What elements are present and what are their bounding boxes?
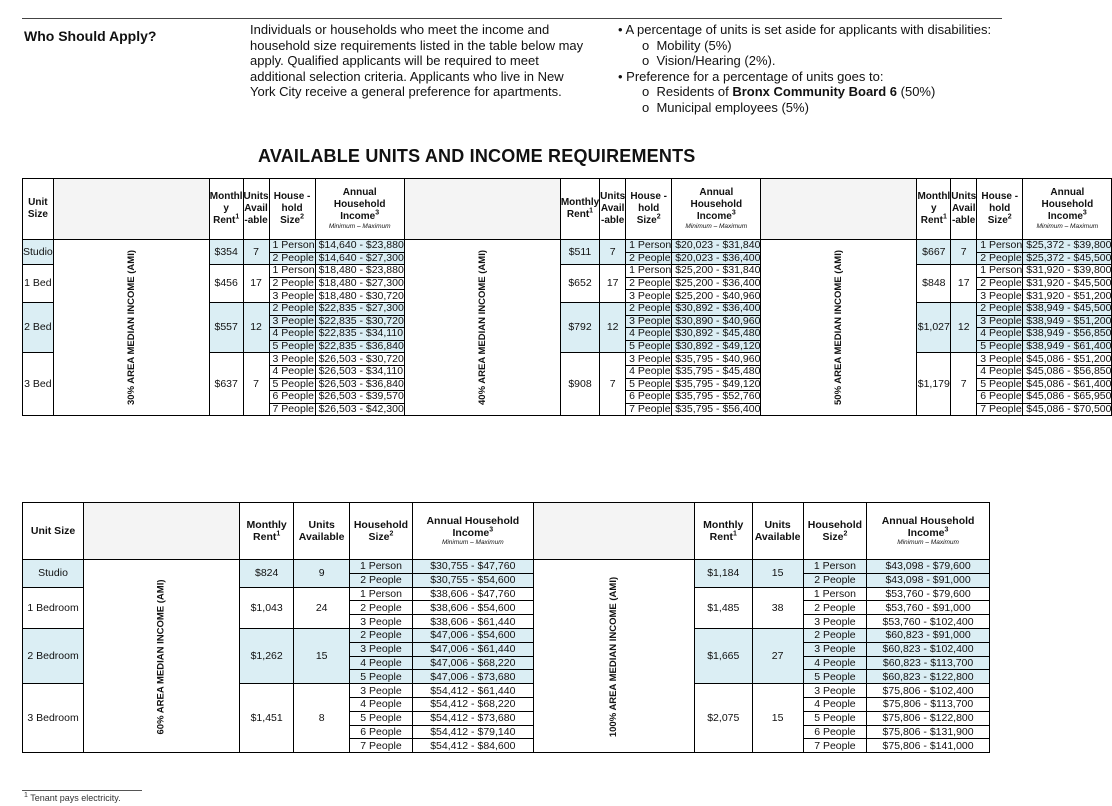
household-size-cell: 3 People [803,615,867,629]
units-available-cell: 17 [243,265,269,303]
household-size-cell: 3 People [269,353,315,366]
income-range-cell: $26,503 - $42,300 [315,403,404,416]
sub-bullet-community-board: o Residents of Bronx Community Board 6 (50%) [642,84,936,99]
household-size-cell: 3 People [626,315,672,328]
income-range-cell: $26,503 - $30,720 [315,353,404,366]
ami-label: 100% AREA MEDIAN INCOME (AMI) [607,576,619,737]
footnote: $^1$ Tenant pays electricity. [24,792,121,803]
units-available-cell: 27 [752,628,803,683]
household-size-cell: 4 People [803,656,867,670]
income-range-cell: $45,086 - $51,200 [1023,353,1112,366]
household-size-cell: 5 People [269,340,315,353]
household-size-cell: 2 People [626,252,672,265]
col-annual-income: Annual Household Income$^3$ Minimum – Maximum [867,503,990,560]
household-size-cell: 2 People [269,302,315,315]
ami-label: 40% AREA MEDIAN INCOME (AMI) [476,250,488,406]
income-range-cell: $38,949 - $56,850 [1023,328,1112,341]
household-size-cell: 2 People [803,573,867,587]
unit-size-cell: 3 Bedroom [23,684,84,753]
monthly-rent-cell: $456 [209,265,243,303]
ami-label-cell [53,240,209,416]
household-size-cell: 2 People [977,277,1023,290]
household-size-cell: 3 People [350,615,413,629]
income-range-cell: $43,098 - $79,600 [867,560,990,574]
income-range-cell: $53,760 - $79,600 [867,587,990,601]
income-range-cell: $38,949 - $61,400 [1023,340,1112,353]
household-size-cell: 1 Person [626,240,672,253]
monthly-rent-cell: $511 [560,240,599,265]
income-range-cell: $75,806 - $141,000 [867,739,990,753]
ami-label-cell [84,560,240,753]
income-range-cell: $60,823 - $102,400 [867,642,990,656]
col-ami-spacer [84,503,240,560]
household-size-cell: 7 People [350,739,413,753]
household-size-cell: 3 People [350,684,413,698]
income-range-cell: $35,795 - $45,480 [672,365,761,378]
income-range-cell: $18,480 - $27,300 [315,277,404,290]
household-size-cell: 7 People [977,403,1023,416]
sub-bullet-mobility: o Mobility (5%) [642,37,732,53]
household-size-cell: 2 People [269,252,315,265]
monthly-rent-cell: $1,665 [695,628,753,683]
col-units-available: Units Available [752,503,803,560]
who-should-apply-label: Who Should Apply? [24,28,157,44]
eligibility-bullets [618,22,998,115]
monthly-rent-cell: $557 [209,302,243,352]
income-range-cell: $75,806 - $122,800 [867,711,990,725]
household-size-cell: 4 People [803,697,867,711]
monthly-rent-cell: $354 [209,240,243,265]
ami-label: 50% AREA MEDIAN INCOME (AMI) [833,250,845,406]
household-size-cell: 4 People [626,365,672,378]
household-size-cell: 3 People [803,684,867,698]
units-available-cell: 7 [600,240,626,265]
household-size-cell: 7 People [269,403,315,416]
monthly-rent-cell: $1,262 [240,628,294,683]
unit-size-cell: Studio [23,560,84,588]
income-range-cell: $30,892 - $36,400 [672,302,761,315]
income-range-cell: $22,835 - $34,110 [315,328,404,341]
monthly-rent-cell: $2,075 [695,684,753,753]
col-monthly-rent: Monthly Rent$^1$ [695,503,753,560]
household-size-cell: 3 People [269,315,315,328]
units-available-cell: 7 [243,240,269,265]
col-household-size: Household Size$^2$ [803,503,867,560]
col-ami-spacer [533,503,694,560]
income-range-cell: $75,806 - $113,700 [867,697,990,711]
income-range-cell: $47,006 - $73,680 [412,670,533,684]
income-range-cell: $38,606 - $54,600 [412,601,533,615]
household-size-cell: 4 People [977,365,1023,378]
household-size-cell: 5 People [803,670,867,684]
household-size-cell: 6 People [803,725,867,739]
intro-text: Individuals or households who meet the income and household size requirements listed in the table below may apply. Qualified applicants will be required to meet additional selection criteria. Applicants who live in New York City receive a general preference for apartments. [250,22,584,99]
income-range-cell: $22,835 - $30,720 [315,315,404,328]
income-range-cell: $31,920 - $51,200 [1023,290,1112,303]
ami-label: 60% AREA MEDIAN INCOME (AMI) [155,579,167,735]
household-size-cell: 1 Person [626,265,672,278]
income-range-cell: $53,760 - $91,000 [867,601,990,615]
units-available-cell: 7 [243,353,269,416]
sub-bullet-municipal: o Municipal employees (5%) [642,99,809,115]
units-available-cell: 7 [951,353,977,416]
table-row [23,240,1112,253]
monthly-rent-cell: $1,027 [917,302,951,352]
page-heading: AVAILABLE UNITS AND INCOME REQUIREMENTS [258,146,696,166]
col-monthly-rent: Monthl y Rent$^1$ [209,179,243,240]
col-ami-spacer [404,179,560,240]
household-size-cell: 5 People [626,340,672,353]
income-range-cell: $30,892 - $45,480 [672,328,761,341]
income-range-cell: $54,412 - $68,220 [412,697,533,711]
monthly-rent-cell: $1,485 [695,587,753,628]
monthly-rent-cell: $1,179 [917,353,951,416]
income-range-cell: $54,412 - $73,680 [412,711,533,725]
table-header-row [23,503,990,560]
income-table-low-ami [22,178,1112,416]
units-available-cell: 7 [951,240,977,265]
income-range-cell: $25,200 - $36,400 [672,277,761,290]
household-size-cell: 5 People [977,378,1023,391]
sub-bullet-vision: o Vision/Hearing (2%). [642,53,776,68]
col-annual-income: Annual Household Income$^3$ Minimum – Maximum [412,503,533,560]
income-range-cell: $45,086 - $61,400 [1023,378,1112,391]
unit-size-cell: 3 Bed [23,353,54,416]
income-range-cell: $31,920 - $45,500 [1023,277,1112,290]
income-range-cell: $38,606 - $47,760 [412,587,533,601]
col-household-size: House -hold Size$^2$ [626,179,672,240]
household-size-cell: 5 People [977,340,1023,353]
household-size-cell: 2 People [626,302,672,315]
col-ami-spacer [761,179,917,240]
units-available-cell: 12 [951,302,977,352]
income-range-cell: $60,823 - $113,700 [867,656,990,670]
income-range-cell: $25,200 - $40,960 [672,290,761,303]
col-ami-spacer [53,179,209,240]
income-range-cell: $26,503 - $39,570 [315,391,404,404]
col-unit-size: Unit Size [23,503,84,560]
units-available-cell: 15 [294,628,350,683]
income-range-cell: $26,503 - $36,840 [315,378,404,391]
household-size-cell: 2 People [803,628,867,642]
household-size-cell: 4 People [350,656,413,670]
income-range-cell: $25,372 - $45,500 [1023,252,1112,265]
monthly-rent-cell: $1,184 [695,560,753,588]
household-size-cell: 2 People [350,601,413,615]
income-range-cell: $47,006 - $61,440 [412,642,533,656]
income-range-cell: $38,949 - $51,200 [1023,315,1112,328]
income-range-cell: $35,795 - $49,120 [672,378,761,391]
income-range-cell: $31,920 - $39,800 [1023,265,1112,278]
income-range-cell: $54,412 - $84,600 [412,739,533,753]
income-range-cell: $14,640 - $23,880 [315,240,404,253]
income-range-cell: $45,086 - $65,950 [1023,391,1112,404]
household-size-cell: 4 People [350,697,413,711]
monthly-rent-cell: $792 [560,302,599,352]
income-range-cell: $30,755 - $54,600 [412,573,533,587]
monthly-rent-cell: $637 [209,353,243,416]
household-size-cell: 4 People [269,365,315,378]
col-unit-size: Unit Size [23,179,54,240]
units-available-cell: 17 [600,265,626,303]
household-size-cell: 7 People [626,403,672,416]
household-size-cell: 6 People [350,725,413,739]
income-range-cell: $35,795 - $40,960 [672,353,761,366]
income-range-cell: $47,006 - $68,220 [412,656,533,670]
income-range-cell: $47,006 - $54,600 [412,628,533,642]
household-size-cell: 4 People [977,328,1023,341]
monthly-rent-cell: $824 [240,560,294,588]
unit-size-cell: 1 Bedroom [23,587,84,628]
household-size-cell: 2 People [977,302,1023,315]
income-range-cell: $35,795 - $56,400 [672,403,761,416]
household-size-cell: 4 People [626,328,672,341]
col-units-available: Units Avail -able [243,179,269,240]
col-monthly-rent: Monthly Rent$^1$ [560,179,599,240]
ami-label: 30% AREA MEDIAN INCOME (AMI) [125,250,137,406]
col-household-size: Household Size$^2$ [350,503,413,560]
income-range-cell: $18,480 - $23,880 [315,265,404,278]
col-annual-income: Annual Household Income$^3$ Minimum – Maximum [1023,179,1112,240]
income-range-cell: $38,606 - $61,440 [412,615,533,629]
col-monthly-rent: Monthl y Rent$^1$ [917,179,951,240]
household-size-cell: 1 Person [977,240,1023,253]
units-available-cell: 9 [294,560,350,588]
unit-size-cell: 2 Bed [23,302,54,352]
household-size-cell: 1 Person [803,560,867,574]
col-units-available: Units Avail -able [951,179,977,240]
household-size-cell: 3 People [350,642,413,656]
household-size-cell: 4 People [269,328,315,341]
household-size-cell: 2 People [350,628,413,642]
unit-size-cell: 1 Bed [23,265,54,303]
units-available-cell: 17 [951,265,977,303]
household-size-cell: 3 People [626,353,672,366]
household-size-cell: 3 People [626,290,672,303]
income-range-cell: $35,795 - $52,760 [672,391,761,404]
household-size-cell: 2 People [977,252,1023,265]
footnote-divider [22,790,142,791]
units-available-cell: 24 [294,587,350,628]
income-range-cell: $20,023 - $36,400 [672,252,761,265]
units-available-cell: 12 [600,302,626,352]
income-range-cell: $20,023 - $31,840 [672,240,761,253]
col-units-available: Units Available [294,503,350,560]
ami-label-cell [404,240,560,416]
household-size-cell: 5 People [350,670,413,684]
household-size-cell: 6 People [269,391,315,404]
household-size-cell: 3 People [977,353,1023,366]
units-available-cell: 7 [600,353,626,416]
col-annual-income: Annual Household Income$^3$ Minimum – Maximum [315,179,404,240]
income-range-cell: $30,892 - $49,120 [672,340,761,353]
income-range-cell: $22,835 - $36,840 [315,340,404,353]
household-size-cell: 2 People [626,277,672,290]
household-size-cell: 1 Person [977,265,1023,278]
table-header-row [23,179,1112,240]
col-household-size: House -hold Size$^2$ [269,179,315,240]
units-available-cell: 15 [752,560,803,588]
income-range-cell: $54,412 - $79,140 [412,725,533,739]
income-range-cell: $14,640 - $27,300 [315,252,404,265]
ami-label-cell [533,560,694,753]
household-size-cell: 1 Person [350,560,413,574]
table-row [23,560,990,574]
income-range-cell: $75,806 - $102,400 [867,684,990,698]
household-size-cell: 3 People [269,290,315,303]
income-table-high-ami [22,502,990,753]
household-size-cell: 3 People [977,290,1023,303]
household-size-cell: 1 Person [269,265,315,278]
col-units-available: Units Avail -able [600,179,626,240]
household-size-cell: 3 People [977,315,1023,328]
household-size-cell: 6 People [977,391,1023,404]
unit-size-cell: Studio [23,240,54,265]
unit-size-cell: 2 Bedroom [23,628,84,683]
units-available-cell: 12 [243,302,269,352]
income-range-cell: $26,503 - $34,110 [315,365,404,378]
income-range-cell: $22,835 - $27,300 [315,302,404,315]
household-size-cell: 2 People [350,573,413,587]
ami-label-cell [761,240,917,416]
monthly-rent-cell: $848 [917,265,951,303]
household-size-cell: 5 People [350,711,413,725]
household-size-cell: 1 Person [350,587,413,601]
income-range-cell: $30,890 - $40,960 [672,315,761,328]
income-range-cell: $60,823 - $91,000 [867,628,990,642]
household-size-cell: 2 People [803,601,867,615]
income-range-cell: $60,823 - $122,800 [867,670,990,684]
household-size-cell: 5 People [269,378,315,391]
bullet-disabilities: • A percentage of units is set aside for applicants with disabilities: [618,22,992,37]
income-range-cell: $54,412 - $61,440 [412,684,533,698]
units-available-cell: 15 [752,684,803,753]
income-range-cell: $25,372 - $39,800 [1023,240,1112,253]
household-size-cell: 5 People [803,711,867,725]
income-range-cell: $25,200 - $31,840 [672,265,761,278]
household-size-cell: 5 People [626,378,672,391]
income-range-cell: $43,098 - $91,000 [867,573,990,587]
household-size-cell: 3 People [803,642,867,656]
top-divider [22,18,1002,19]
monthly-rent-cell: $1,043 [240,587,294,628]
household-size-cell: 6 People [626,391,672,404]
income-range-cell: $45,086 - $70,500 [1023,403,1112,416]
units-available-cell: 38 [752,587,803,628]
household-size-cell: 7 People [803,739,867,753]
household-size-cell: 2 People [269,277,315,290]
income-range-cell: $30,755 - $47,760 [412,560,533,574]
income-range-cell: $38,949 - $45,500 [1023,302,1112,315]
bullet-preference: • Preference for a percentage of units goes to: [618,68,884,84]
monthly-rent-cell: $908 [560,353,599,416]
monthly-rent-cell: $1,451 [240,684,294,753]
monthly-rent-cell: $667 [917,240,951,265]
household-size-cell: 1 Person [803,587,867,601]
income-range-cell: $45,086 - $56,850 [1023,365,1112,378]
units-available-cell: 8 [294,684,350,753]
col-monthly-rent: Monthly Rent$^1$ [240,503,294,560]
monthly-rent-cell: $652 [560,265,599,303]
income-range-cell: $53,760 - $102,400 [867,615,990,629]
household-size-cell: 1 Person [269,240,315,253]
income-range-cell: $18,480 - $30,720 [315,290,404,303]
income-range-cell: $75,806 - $131,900 [867,725,990,739]
col-annual-income: Annual Household Income$^3$ Minimum – Maximum [672,179,761,240]
col-household-size: House -hold Size$^2$ [977,179,1023,240]
